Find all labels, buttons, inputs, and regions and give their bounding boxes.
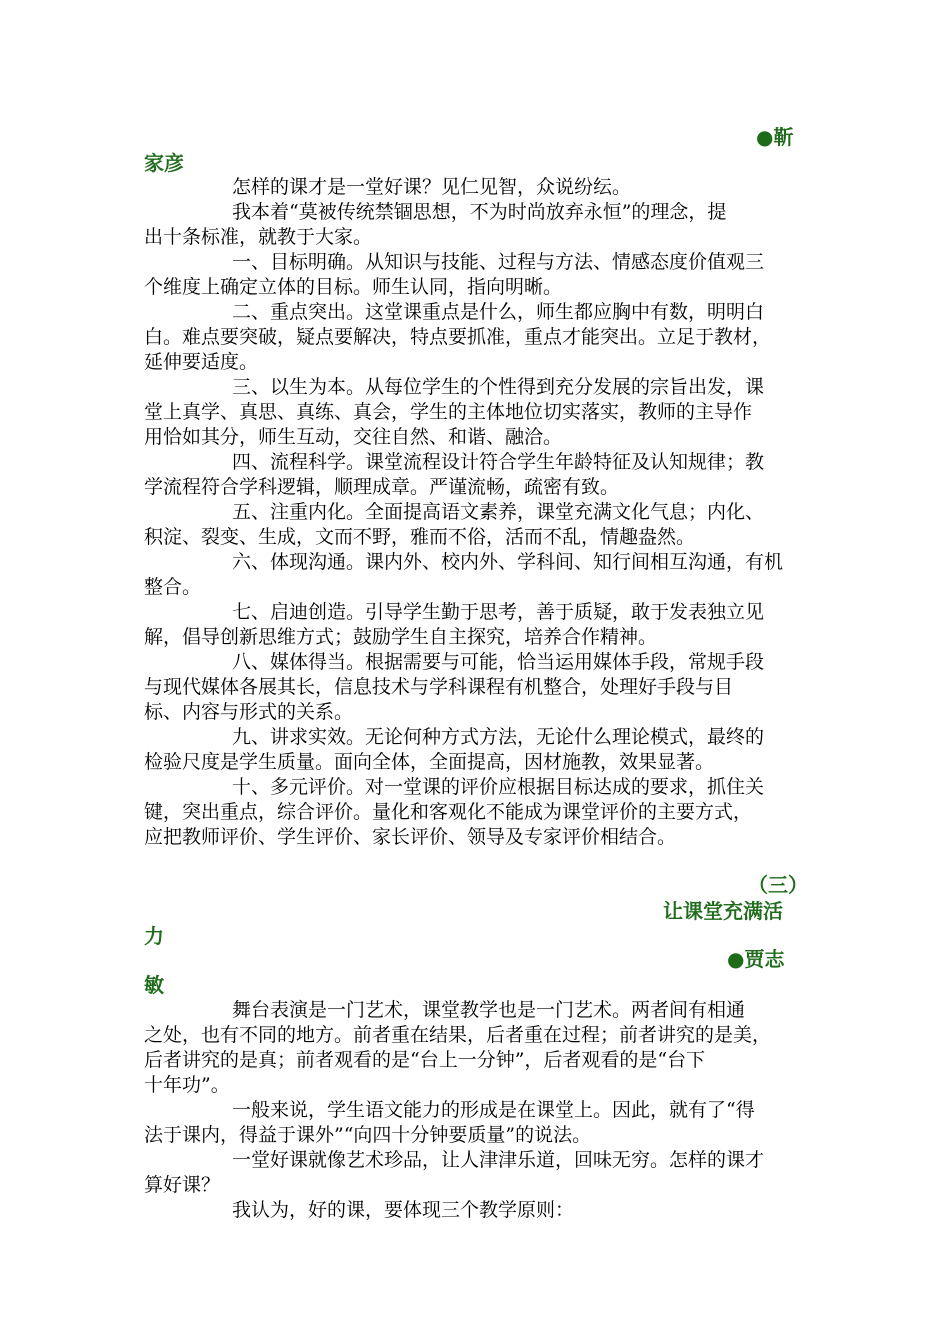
paragraph-line: 与现代媒体各展其长，信息技术与学科课程有机整合，处理好手段与目 [144, 676, 734, 698]
paragraph-line: 十、多元评价。对一堂课的评价应根据目标达成的要求，抓住关 [232, 776, 765, 798]
paragraph-line: 我本着“莫被传统禁锢思想，不为时尚放弃永恒”的理念，提 [232, 201, 727, 223]
paragraph-line: 九、讲求实效。无论何种方式方法，无论什么理论模式，最终的 [232, 726, 765, 748]
section-number: （三） [748, 873, 808, 897]
paragraph-line: 一、目标明确。从知识与技能、过程与方法、情感态度价值观三 [232, 251, 765, 273]
paragraph-line: 一堂好课就像艺术珍品，让人津津乐道，回味无穷。怎样的课才 [232, 1149, 765, 1171]
paragraph-line: 键，突出重点，综合评价。量化和客观化不能成为课堂评价的主要方式， [144, 801, 753, 823]
paragraph-line: 应把教师评价、学生评价、家长评价、领导及专家评价相结合。 [144, 826, 677, 848]
paragraph-line: 六、体现沟通。课内外、校内外、学科间、知行间相互沟通，有机 [232, 551, 784, 573]
paragraph-line: 出十条标准，就教于大家。 [144, 226, 373, 248]
paragraph-line: 三、以生为本。从每位学生的个性得到充分发展的宗旨出发，课 [232, 376, 765, 398]
section-title-continued: 力 [144, 924, 164, 948]
paragraph-line: 白。难点要突破，疑点要解决，特点要抓准，重点才能突出。立足于教材， [144, 326, 772, 348]
article-body-section-2 [144, 998, 814, 1223]
paragraph-line: 十年功”。 [144, 1074, 230, 1096]
paragraph-line: 我认为，好的课，要体现三个教学原则： [232, 1199, 575, 1221]
paragraph-line: 延伸要适度。 [144, 351, 259, 373]
paragraph-line: 七、启迪创造。引导学生勤于思考，善于质疑，敢于发表独立见 [232, 601, 765, 623]
paragraph-line: 堂上真学、真思、真练、真会，学生的主体地位切实落实，教师的主导作 [144, 401, 753, 423]
article-body-section-1 [144, 175, 814, 850]
paragraph-line: 用恰如其分，师生互动，交往自然、和谐、融洽。 [144, 426, 563, 448]
paragraph-line: 整合。 [144, 576, 202, 598]
author-name-jia: ●贾志 [727, 947, 785, 971]
paragraph-line: 积淀、裂变、生成，文而不野，雅而不俗，活而不乱，情趣盎然。 [144, 526, 696, 548]
paragraph-line: 个维度上确定立体的目标。师生认同，指向明晰。 [144, 276, 563, 298]
paragraph-line: 解，倡导创新思维方式；鼓励学生自主探究，培养合作精神。 [144, 626, 658, 648]
author-name-jin-continued: 家彦 [144, 151, 184, 175]
paragraph-line: 怎样的课才是一堂好课？见仁见智，众说纷纭。 [232, 176, 632, 198]
paragraph-line: 二、重点突出。这堂课重点是什么，师生都应胸中有数，明明白 [232, 301, 765, 323]
section-title: 让课堂充满活 [663, 899, 783, 923]
author-name-jin: ●靳 [756, 125, 794, 149]
author-name-jia-continued: 敏 [144, 973, 164, 997]
paragraph-line: 学流程符合学科逻辑，顺理成章。严谨流畅，疏密有致。 [144, 476, 620, 498]
paragraph-line: 一般来说，学生语文能力的形成是在课堂上。因此，就有了“得 [232, 1099, 755, 1121]
paragraph-line: 算好课？ [144, 1174, 221, 1196]
paragraph-line: 标、内容与形式的关系。 [144, 701, 354, 723]
paragraph-line: 五、注重内化。全面提高语文素养，课堂充满文化气息；内化、 [232, 501, 765, 523]
paragraph-line: 检验尺度是学生质量。面向全体，全面提高，因材施教，效果显著。 [144, 751, 715, 773]
paragraph-line: 后者讲究的是真；前者观看的是“台上一分钟”，后者观看的是“台下 [144, 1049, 706, 1071]
paragraph-line: 法于课内，得益于课外”“向四十分钟要质量”的说法。 [144, 1124, 592, 1146]
paragraph-line: 八、媒体得当。根据需要与可能，恰当运用媒体手段，常规手段 [232, 651, 765, 673]
paragraph-line: 四、流程科学。课堂流程设计符合学生年龄特征及认知规律；教 [232, 451, 765, 473]
paragraph-line: 舞台表演是一门艺术，课堂教学也是一门艺术。两者间有相通 [232, 999, 746, 1021]
paragraph-line: 之处，也有不同的地方。前者重在结果，后者重在过程；前者讲究的是美， [144, 1024, 772, 1046]
